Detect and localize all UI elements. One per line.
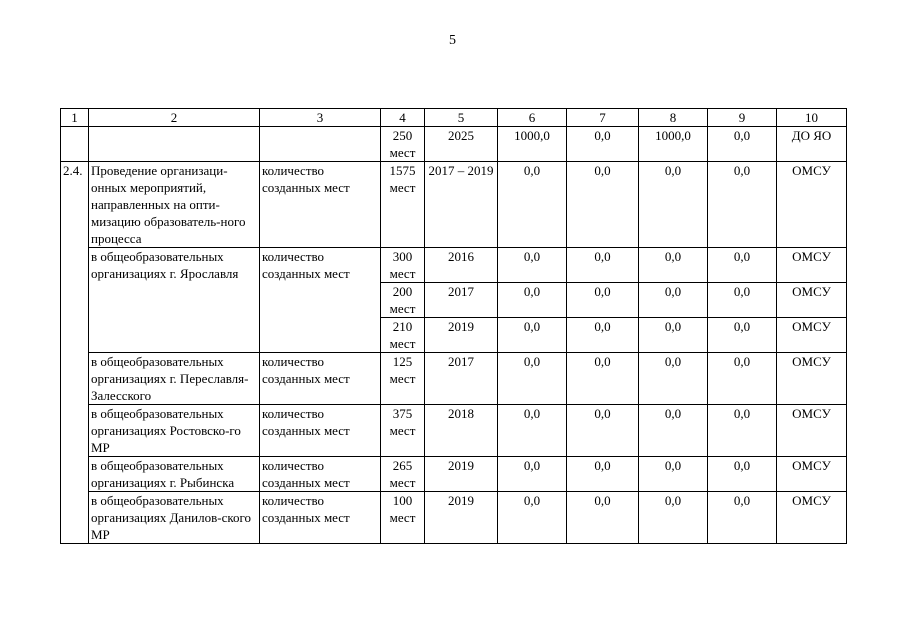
cell-exec: ОМСУ xyxy=(777,353,847,405)
cell-col9: 0,0 xyxy=(708,353,777,405)
cell-qty: 375 мест xyxy=(381,405,425,457)
cell-col8: 0,0 xyxy=(639,248,708,283)
cell-col9: 0,0 xyxy=(708,318,777,353)
cell-year: 2018 xyxy=(425,405,498,457)
cell-col9: 0,0 xyxy=(708,457,777,492)
cell-col8: 0,0 xyxy=(639,353,708,405)
cell-col6: 0,0 xyxy=(498,162,567,248)
cell-col7: 0,0 xyxy=(567,353,639,405)
cell-col9: 0,0 xyxy=(708,492,777,544)
table-row xyxy=(61,248,847,283)
cell-desc xyxy=(89,127,260,162)
cell-exec: ОМСУ xyxy=(777,405,847,457)
cell-desc: в общеобразовательных организациях Данилов-ского МР xyxy=(89,492,260,544)
cell-col6: 0,0 xyxy=(498,318,567,353)
header-cell: 1 xyxy=(61,109,89,127)
header-cell: 6 xyxy=(498,109,567,127)
cell-year: 2019 xyxy=(425,318,498,353)
cell-indicator: количество созданных мест xyxy=(260,162,381,248)
cell-desc: в общеобразовательных организациях Ростовско-го МР xyxy=(89,405,260,457)
cell-indicator: количество созданных мест xyxy=(260,492,381,544)
cell-col6: 0,0 xyxy=(498,353,567,405)
table-row xyxy=(61,353,847,405)
cell-qty: 1575 мест xyxy=(381,162,425,248)
cell-year: 2025 xyxy=(425,127,498,162)
cell-col8: 0,0 xyxy=(639,457,708,492)
cell-col8: 0,0 xyxy=(639,318,708,353)
cell-col7: 0,0 xyxy=(567,283,639,318)
cell-col8: 1000,0 xyxy=(639,127,708,162)
cell-qty: 100 мест xyxy=(381,492,425,544)
cell-col7: 0,0 xyxy=(567,405,639,457)
header-cell: 9 xyxy=(708,109,777,127)
cell-year: 2017 – 2019 xyxy=(425,162,498,248)
cell-year: 2019 xyxy=(425,457,498,492)
cell-col8: 0,0 xyxy=(639,492,708,544)
cell-col6: 1000,0 xyxy=(498,127,567,162)
header-cell: 2 xyxy=(89,109,260,127)
cell-num xyxy=(61,127,89,162)
cell-desc: в общеобразовательных организациях г. Переславля-Залесского xyxy=(89,353,260,405)
cell-col6: 0,0 xyxy=(498,405,567,457)
cell-col8: 0,0 xyxy=(639,162,708,248)
cell-exec: ОМСУ xyxy=(777,492,847,544)
cell-exec: ОМСУ xyxy=(777,162,847,248)
header-cell: 8 xyxy=(639,109,708,127)
cell-year: 2016 xyxy=(425,248,498,283)
table-row xyxy=(61,492,847,544)
table-row xyxy=(61,457,847,492)
cell-exec: ОМСУ xyxy=(777,318,847,353)
table-row xyxy=(61,127,847,162)
header-cell: 3 xyxy=(260,109,381,127)
page-number: 5 xyxy=(449,33,456,48)
cell-indicator: количество созданных мест xyxy=(260,457,381,492)
cell-exec: ДО ЯО xyxy=(777,127,847,162)
cell-desc: в общеобразовательных организациях г. Рыбинска xyxy=(89,457,260,492)
cell-exec: ОМСУ xyxy=(777,248,847,283)
cell-exec: ОМСУ xyxy=(777,283,847,318)
cell-qty: 250 мест xyxy=(381,127,425,162)
table-row xyxy=(61,405,847,457)
cell-col8: 0,0 xyxy=(639,283,708,318)
cell-year: 2017 xyxy=(425,283,498,318)
cell-qty: 200 мест xyxy=(381,283,425,318)
header-cell: 10 xyxy=(777,109,847,127)
cell-qty: 265 мест xyxy=(381,457,425,492)
cell-col7: 0,0 xyxy=(567,492,639,544)
cell-col7: 0,0 xyxy=(567,318,639,353)
header-row xyxy=(61,109,847,127)
table-row xyxy=(61,162,847,248)
cell-qty: 125 мест xyxy=(381,353,425,405)
header-cell: 7 xyxy=(567,109,639,127)
cell-indicator: количество созданных мест xyxy=(260,353,381,405)
cell-col6: 0,0 xyxy=(498,457,567,492)
cell-year: 2017 xyxy=(425,353,498,405)
header-cell: 5 xyxy=(425,109,498,127)
header-cell: 4 xyxy=(381,109,425,127)
cell-col9: 0,0 xyxy=(708,162,777,248)
cell-indicator xyxy=(260,127,381,162)
cell-col7: 0,0 xyxy=(567,162,639,248)
cell-qty: 300 мест xyxy=(381,248,425,283)
cell-indicator: количество созданных мест xyxy=(260,248,381,353)
cell-col9: 0,0 xyxy=(708,283,777,318)
cell-col8: 0,0 xyxy=(639,405,708,457)
cell-indicator: количество созданных мест xyxy=(260,405,381,457)
cell-num: 2.4. xyxy=(61,162,89,544)
cell-col6: 0,0 xyxy=(498,248,567,283)
cell-desc: Проведение организаци-онных мероприятий, направленных на опти-мизацию образователь-ного процесса xyxy=(89,162,260,248)
cell-qty: 210 мест xyxy=(381,318,425,353)
program-table xyxy=(60,108,847,544)
cell-col6: 0,0 xyxy=(498,283,567,318)
cell-col7: 0,0 xyxy=(567,457,639,492)
cell-year: 2019 xyxy=(425,492,498,544)
cell-col9: 0,0 xyxy=(708,405,777,457)
cell-exec: ОМСУ xyxy=(777,457,847,492)
cell-col7: 0,0 xyxy=(567,248,639,283)
cell-col6: 0,0 xyxy=(498,492,567,544)
cell-col9: 0,0 xyxy=(708,248,777,283)
cell-col7: 0,0 xyxy=(567,127,639,162)
cell-desc: в общеобразовательных организациях г. Ярославля xyxy=(89,248,260,353)
cell-col9: 0,0 xyxy=(708,127,777,162)
